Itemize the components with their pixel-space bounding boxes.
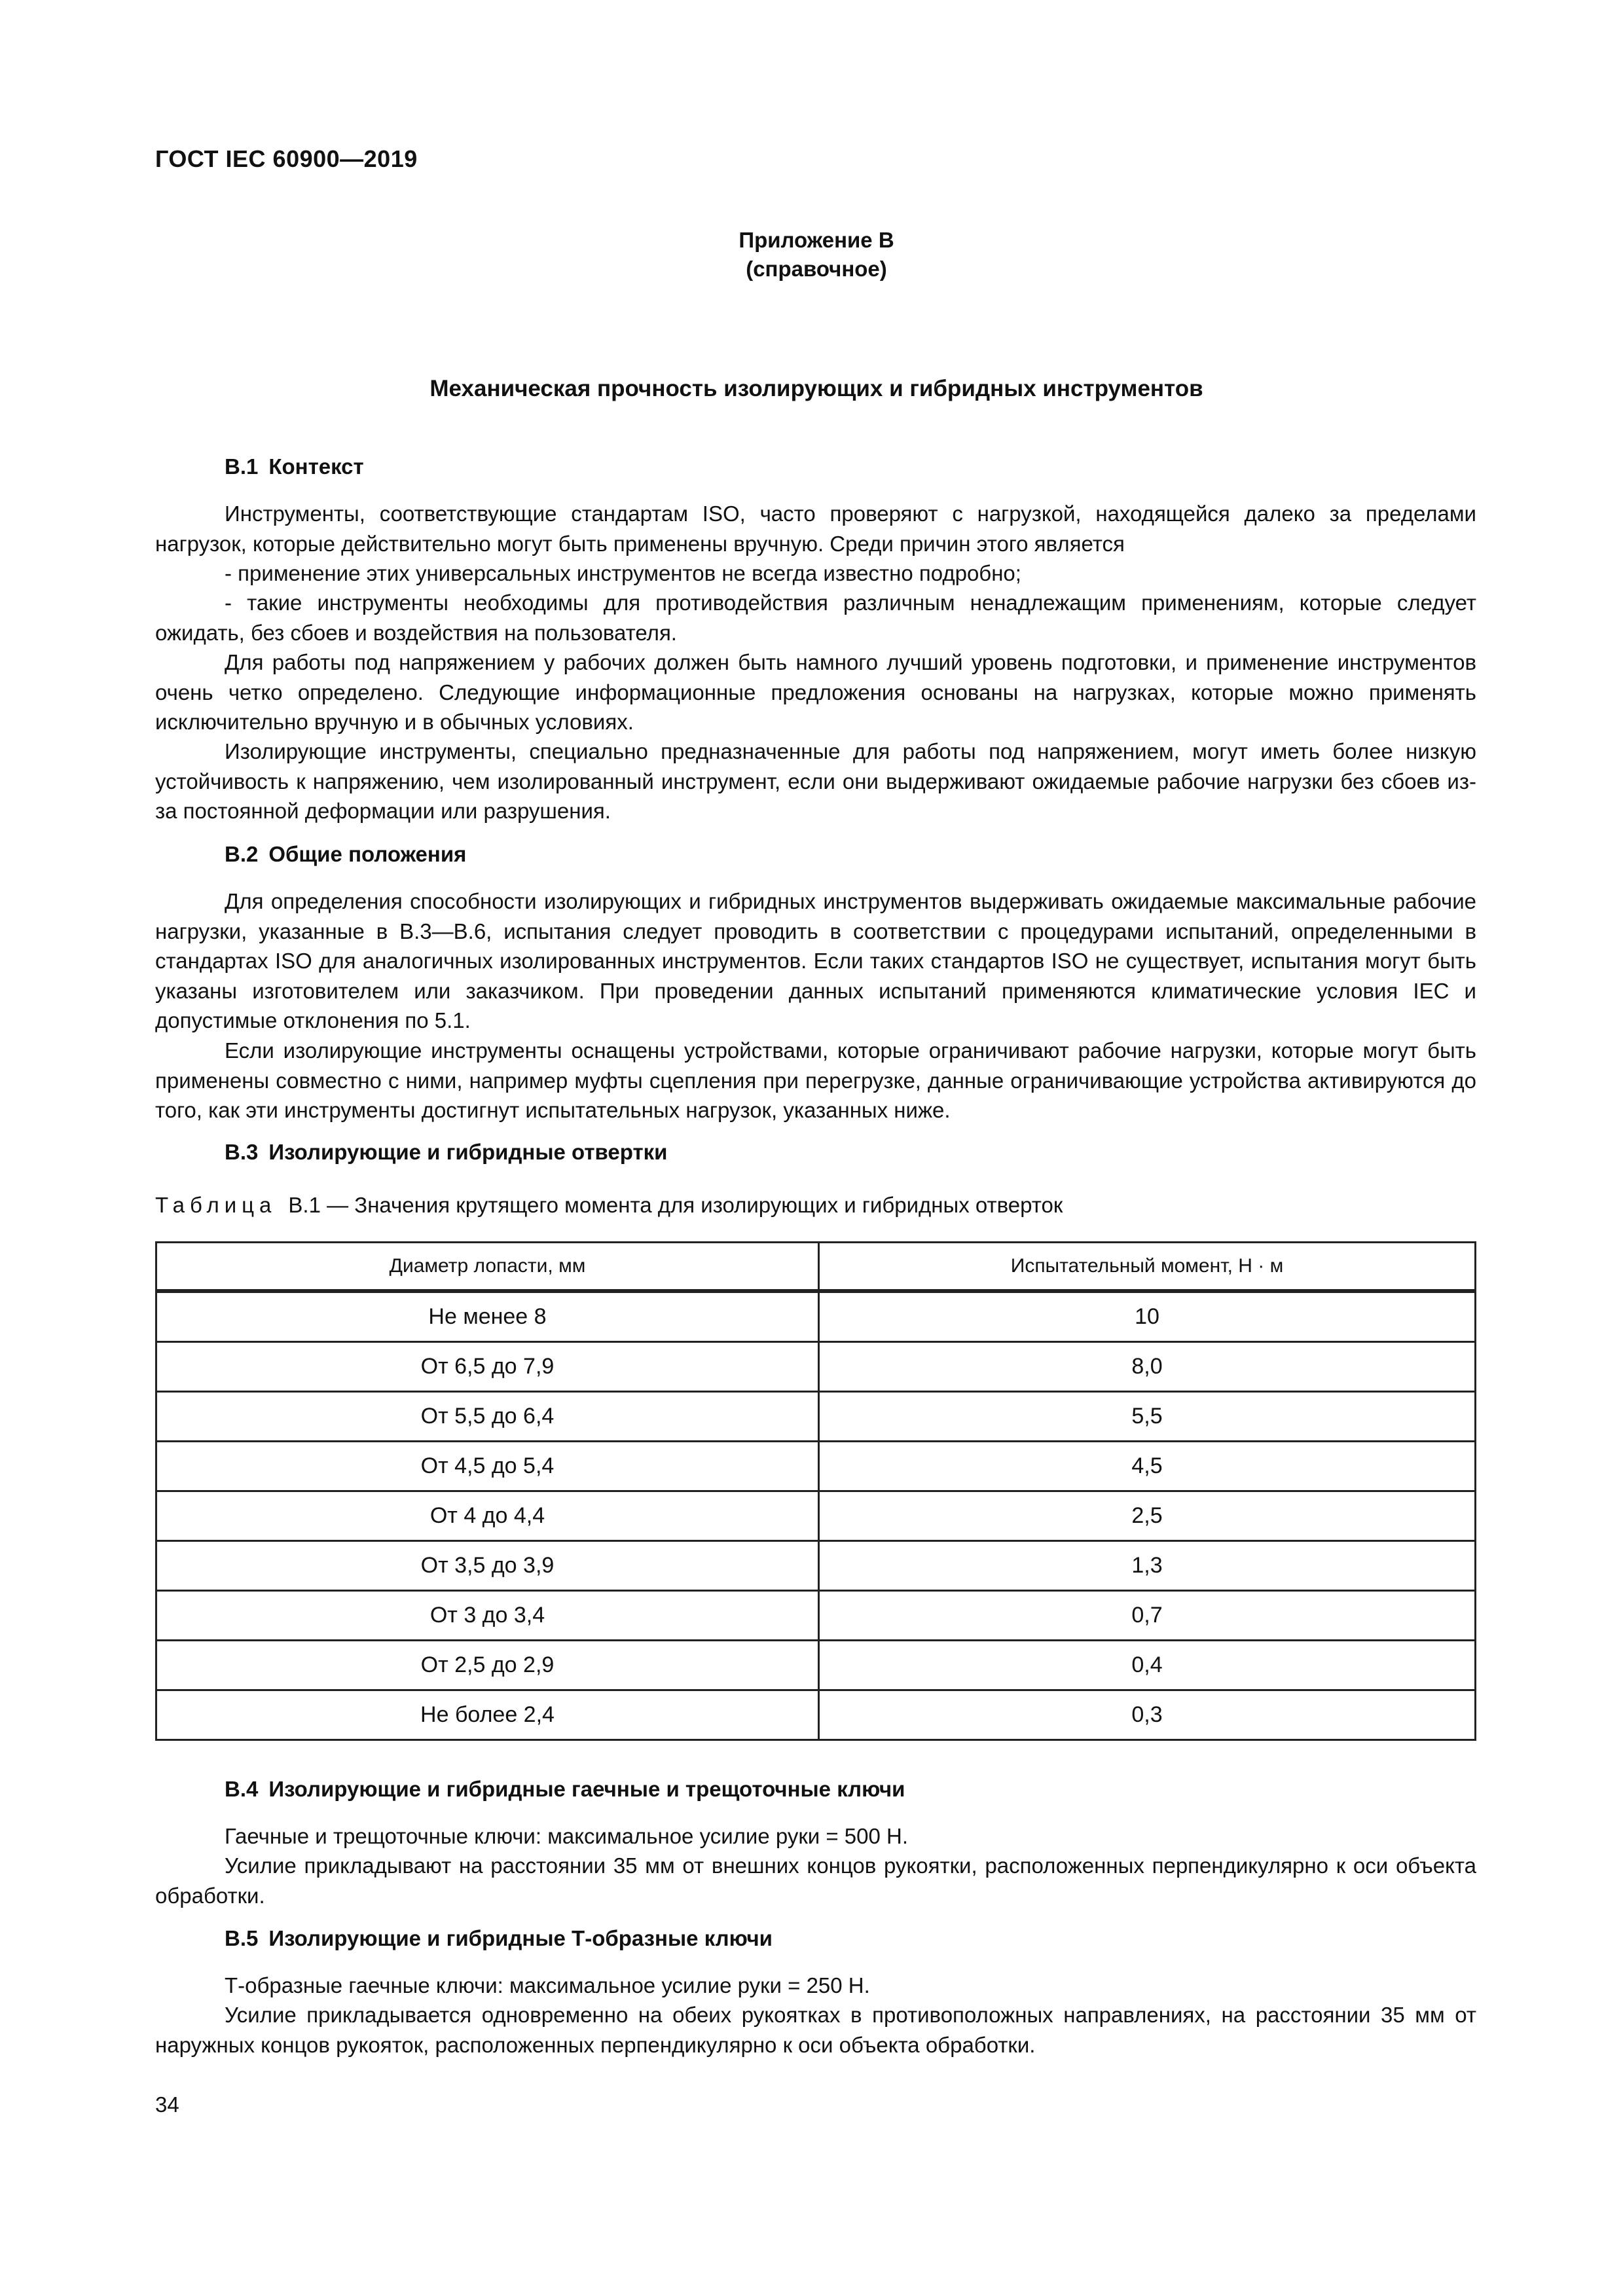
table-cell: 8,0 (819, 1342, 1476, 1392)
table-cell: От 4 до 4,4 (156, 1491, 819, 1541)
table-header-cell: Испытательный момент, Н · м (819, 1243, 1476, 1292)
table-row (156, 1291, 1476, 1342)
table-header-row (156, 1243, 1476, 1292)
torque-table (155, 1241, 1476, 1741)
table-cell: 10 (819, 1291, 1476, 1342)
section-b5-paragraph-1: Т-образные гаечные ключи: максимальное усилие руки = 250 Н. (225, 1973, 870, 1997)
section-b2-paragraph-2: Если изолирующие инструменты оснащены устройствами, которые ограничивают рабочие нагрузки, которые могут быть применены совместно с ними, например муфты сцепления при перегрузке, данные ограничивающие устройства активируются до того, как эти инструменты достигнут испытательных нагрузок, указанных ниже. (155, 1038, 1476, 1122)
section-b1-bullet-2: - такие инструменты необходимы для противодействия различным ненадлежащим применениям, которые следует ожидать, без сбоев и воздействия на пользователя. (155, 591, 1476, 645)
table-row (156, 1690, 1476, 1740)
annex-subtitle: (справочное) (746, 257, 887, 281)
table-cell: От 4,5 до 5,4 (156, 1442, 819, 1491)
section-b1-paragraph-3: Изолирующие инструменты, специально предназначенные для работы под напряжением, могут иметь более низкую устойчивость к напряжению, чем изолированный инструмент, если они выдерживают ожидаемые рабочие нагрузки без сбоев из-за постоянной деформации или разрушения. (155, 739, 1476, 823)
table-cell: От 5,5 до 6,4 (156, 1392, 819, 1442)
table-cell: 0,7 (819, 1591, 1476, 1641)
table-cell: 0,3 (819, 1690, 1476, 1740)
table-caption-label: Таблица (155, 1193, 277, 1217)
section-b3-heading (225, 1140, 667, 1165)
section-b5-heading (225, 1926, 773, 1951)
table-row (156, 1442, 1476, 1491)
table-caption-text: В.1 — Значения крутящего момента для изолирующих и гибридных отверток (288, 1193, 1063, 1217)
section-b4-paragraph-2: Усилие прикладывают на расстоянии 35 мм от внешних концов рукоятки, расположенных перпендикулярно к оси объекта обработки. (155, 1853, 1476, 1908)
annex-title: Приложение В (739, 228, 894, 252)
table-cell: Не более 2,4 (156, 1690, 819, 1740)
section-b1-bullet-1: - применение этих универсальных инструментов не всегда известно подробно; (225, 561, 1021, 585)
section-number: В.3 (225, 1140, 259, 1164)
section-b5-paragraph-2: Усилие прикладывается одновременно на обеих рукоятках в противоположных направлениях, на расстоянии 35 мм от наружных концов рукояток, расположенных перпендикулярно к оси объекта обработки. (155, 2003, 1476, 2057)
table-caption (155, 1193, 1063, 1218)
section-title: Изолирующие и гибридные отвертки (268, 1140, 668, 1164)
table-cell: От 2,5 до 2,9 (156, 1641, 819, 1690)
table-row (156, 1491, 1476, 1541)
table-header-cell: Диаметр лопасти, мм (156, 1243, 819, 1292)
section-number: В.5 (225, 1926, 259, 1950)
table-cell: 0,4 (819, 1641, 1476, 1690)
table-cell: 5,5 (819, 1392, 1476, 1442)
table-cell: От 6,5 до 7,9 (156, 1342, 819, 1392)
section-b4-paragraph-1: Гаечные и трещоточные ключи: максимальное усилие руки = 500 Н. (225, 1824, 909, 1848)
section-number: В.4 (225, 1777, 259, 1801)
table-cell: От 3 до 3,4 (156, 1591, 819, 1641)
section-b2-paragraph-1: Для определения способности изолирующих и гибридных инструментов выдерживать ожидаемые максимальные рабочие нагрузки, указанные в В.3—В.6, испытания следует проводить в соответствии с процедурами испытаний, определенными в стандартах ISO для аналогичных изолированных инструментов. Если таких стандартов ISO не существует, испытания могут быть указаны изготовителем или заказчиком. При проведении данных испытаний применяются климатические условия IEC и допустимые отклонения по 5.1. (155, 889, 1476, 1032)
section-number: В.1 (225, 454, 259, 479)
table-cell: 4,5 (819, 1442, 1476, 1491)
section-b1-heading (225, 454, 364, 479)
table-cell: 2,5 (819, 1491, 1476, 1541)
annex-main-title: Механическая прочность изолирующих и гибридных инструментов (429, 376, 1203, 401)
page-number: 34 (155, 2092, 179, 2117)
table-row (156, 1541, 1476, 1591)
table-row (156, 1392, 1476, 1442)
section-title: Контекст (268, 454, 364, 479)
table-row (156, 1591, 1476, 1641)
table-row (156, 1641, 1476, 1690)
section-b4-heading (225, 1777, 905, 1802)
table-cell: 1,3 (819, 1541, 1476, 1591)
section-b1-paragraph-2: Для работы под напряжением у рабочих должен быть намного лучший уровень подготовки, и применение инструментов очень четко определено. Следующие информационные предложения основаны на нагрузках, которые можно применять исключительно вручную и в обычных условиях. (155, 650, 1476, 734)
section-title: Изолирующие и гибридные гаечные и трещоточные ключи (268, 1777, 905, 1801)
table-cell: От 3,5 до 3,9 (156, 1541, 819, 1591)
section-title: Изолирующие и гибридные Т-образные ключи (268, 1926, 773, 1950)
table-row (156, 1342, 1476, 1392)
table-cell: Не менее 8 (156, 1291, 819, 1342)
section-number: В.2 (225, 842, 259, 866)
section-b2-heading (225, 842, 466, 867)
standard-designation: ГОСТ IEC 60900—2019 (155, 145, 418, 172)
section-b1-paragraph-1: Инструменты, соответствующие стандартам ISO, часто проверяют с нагрузкой, находящейся далеко за пределами нагрузок, которые действительно могут быть применены вручную. Среди причин этого является (155, 501, 1476, 556)
section-title: Общие положения (268, 842, 467, 866)
